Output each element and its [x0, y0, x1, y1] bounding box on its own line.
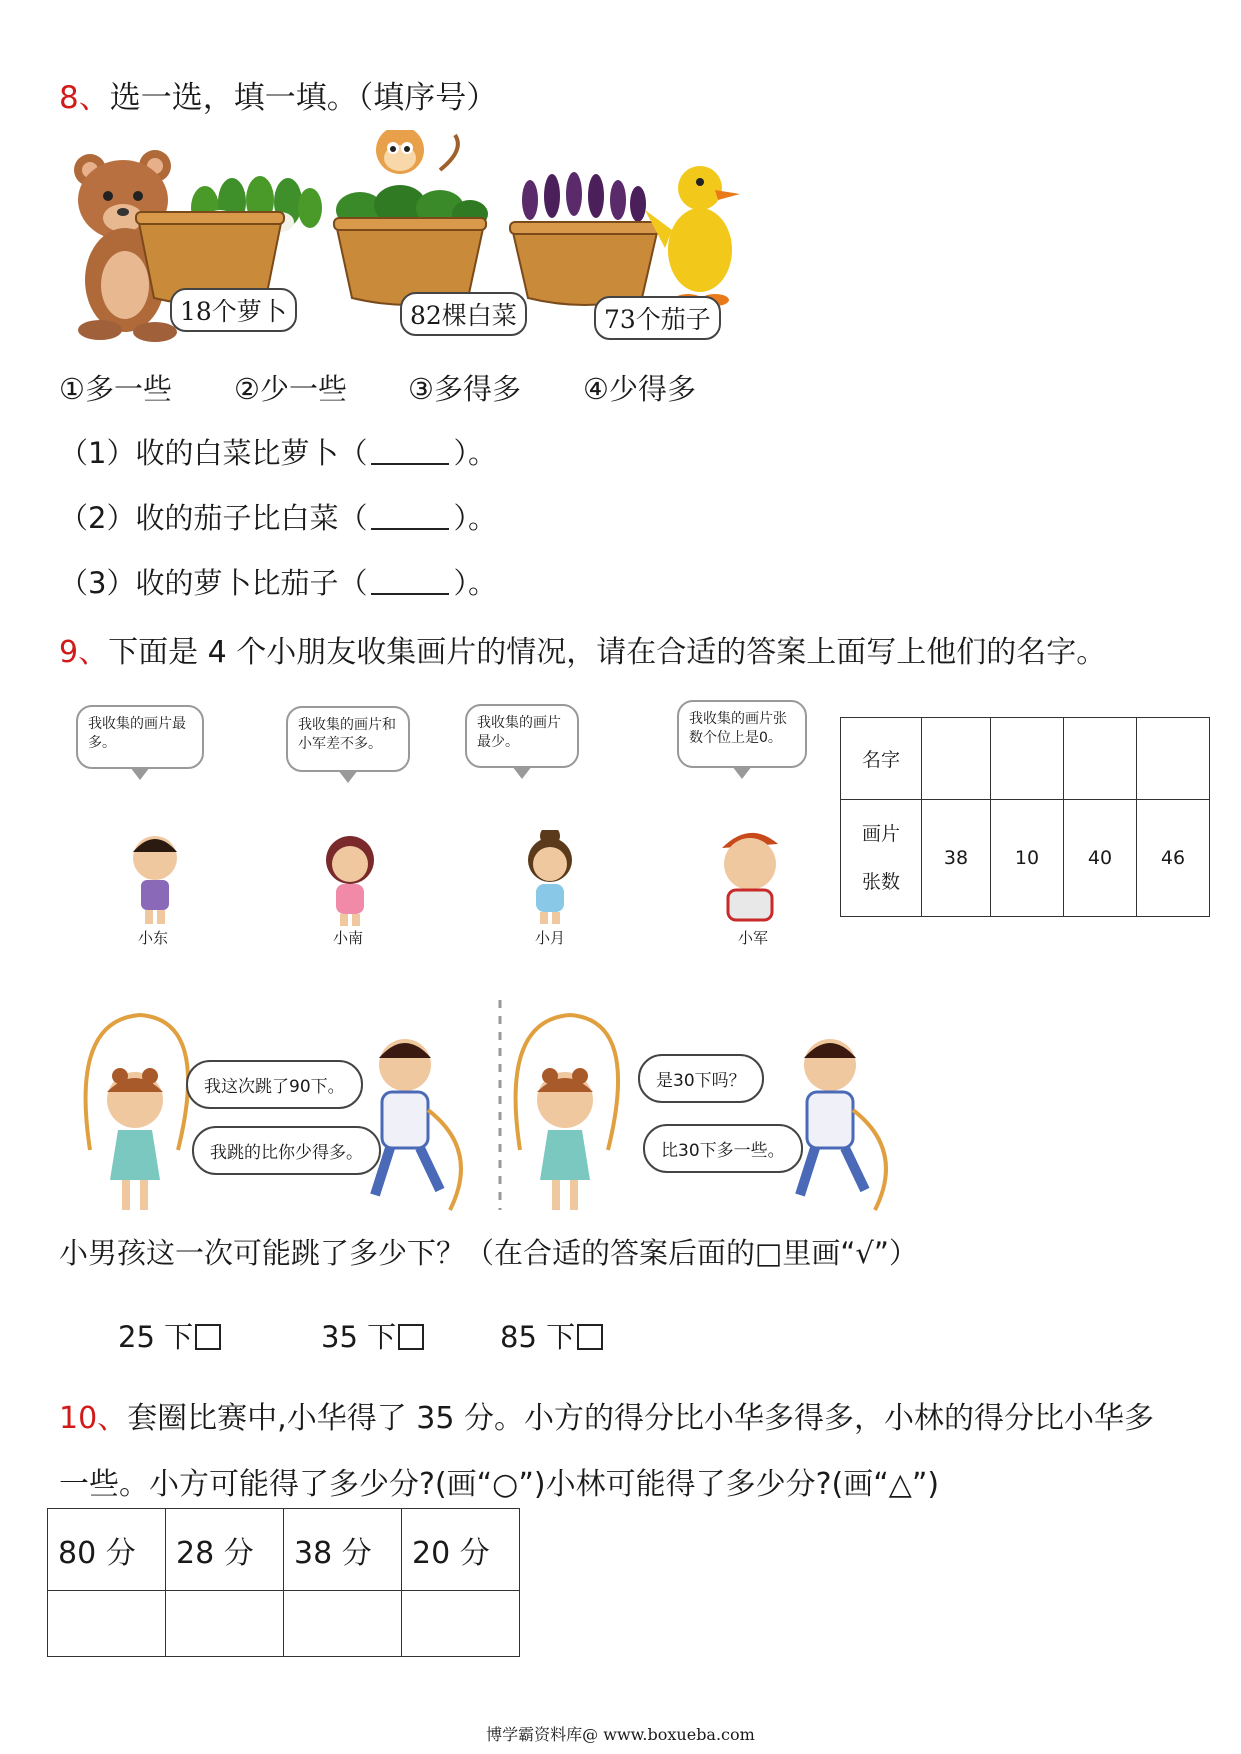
boy-icon	[133, 836, 177, 924]
q8-title: 8、选一选，填一填。（填序号）	[59, 80, 498, 116]
speech-bubble-3: 我收集的画片最少。	[465, 704, 579, 768]
speech-bubble-4: 我收集的画片张数个位上是0。	[677, 700, 807, 768]
basket-label-eggplant: 73个茄子	[594, 296, 721, 340]
q8-item-2: （2）收的茄子比白菜（ ）。	[59, 501, 497, 535]
count-header: 画片 张数	[841, 800, 922, 917]
duck-icon	[645, 166, 740, 306]
q10-line-2: 一些。小方可能得了多少分?(画“○”)小林可能得了多少分?(画“△”)	[59, 1467, 940, 1502]
name-cell[interactable]	[991, 718, 1064, 800]
count-cell: 10	[991, 800, 1064, 917]
basket-label-cabbage: 82棵白菜	[400, 292, 527, 336]
choice-85: 85 下	[500, 1315, 603, 1356]
speech-bubble-1: 我收集的画片最多。	[76, 705, 204, 769]
kids-illustration	[110, 830, 830, 930]
mark-cell[interactable]	[48, 1591, 166, 1657]
name-cell[interactable]	[1137, 718, 1210, 800]
score-table	[47, 1508, 520, 1657]
rope-bubble-3: 是30下吗？	[638, 1054, 764, 1103]
girl-bun-icon	[528, 830, 572, 924]
answer-blank[interactable]	[371, 437, 449, 465]
count-cell: 38	[922, 800, 991, 917]
kid-name-xiaodong: 小东	[138, 929, 169, 947]
girl-jump-rope-icon-2	[516, 1015, 618, 1210]
eggplant-basket-icon	[510, 172, 660, 305]
speech-bubble-2: 我收集的画片和小军差不多。	[286, 706, 410, 772]
kid-name-xiaojun: 小军	[738, 929, 769, 947]
score-cell: 20 分	[402, 1509, 520, 1591]
boy-jump-rope-icon	[375, 1039, 461, 1210]
q8-item-1: （1）收的白菜比萝卜（ ）。	[59, 436, 497, 470]
count-cell: 46	[1137, 800, 1210, 917]
q9-title: 9、下面是 4 个小朋友收集画片的情况，请在合适的答案上面写上他们的名字。	[59, 635, 1107, 670]
kid-name-xiaoyue: 小月	[535, 929, 566, 947]
mark-cell[interactable]	[402, 1591, 520, 1657]
rope-bubble-4: 比30下多一些。	[643, 1124, 803, 1173]
mark-cell[interactable]	[284, 1591, 402, 1657]
girl-icon	[326, 836, 374, 926]
jump-rope-illustration	[60, 1000, 960, 1220]
name-cell[interactable]	[922, 718, 991, 800]
choice-35: 35 下	[321, 1315, 424, 1356]
q8-option-1: ①多一些	[59, 372, 172, 406]
q8-option-3: ③多得多	[408, 372, 521, 406]
name-header: 名字	[841, 718, 922, 800]
mark-cell[interactable]	[166, 1591, 284, 1657]
score-cell: 38 分	[284, 1509, 402, 1591]
checkbox[interactable]	[398, 1324, 424, 1350]
answer-blank[interactable]	[371, 502, 449, 530]
q8-option-2: ②少一些	[234, 372, 347, 406]
monkey-icon	[376, 130, 458, 174]
score-cell: 80 分	[48, 1509, 166, 1591]
q9-rope-question: 小男孩这一次可能跳了多少下？（在合适的答案后面的□里画“√”）	[59, 1236, 918, 1270]
checkbox[interactable]	[577, 1324, 603, 1350]
girl-jump-rope-icon	[86, 1015, 188, 1210]
rope-bubble-2: 我跳的比你少得多。	[192, 1126, 381, 1175]
boy-jump-rope-icon-2	[800, 1039, 886, 1210]
kid-name-xiaonan: 小南	[333, 929, 364, 947]
picture-count-table	[840, 717, 1210, 917]
basket-label-radish: 18个萝卜	[170, 288, 297, 332]
q10-line-1: 10、套圈比赛中,小华得了 35 分。小方的得分比小华多得多，小林的得分比小华多	[59, 1401, 1154, 1436]
choice-25: 25 下	[118, 1315, 221, 1356]
name-cell[interactable]	[1064, 718, 1137, 800]
checkbox[interactable]	[195, 1324, 221, 1350]
boy-waving-icon	[722, 833, 778, 920]
rope-bubble-1: 我这次跳了90下。	[186, 1060, 363, 1109]
q8-option-4: ④少得多	[583, 372, 696, 406]
cabbage-basket-icon	[334, 185, 488, 305]
count-cell: 40	[1064, 800, 1137, 917]
footer-watermark: 博学霸资料库@ www.boxueba.com	[486, 1725, 755, 1744]
q8-item-3: （3）收的萝卜比茄子（ ）。	[59, 566, 497, 600]
answer-blank[interactable]	[371, 567, 449, 595]
score-cell: 28 分	[166, 1509, 284, 1591]
